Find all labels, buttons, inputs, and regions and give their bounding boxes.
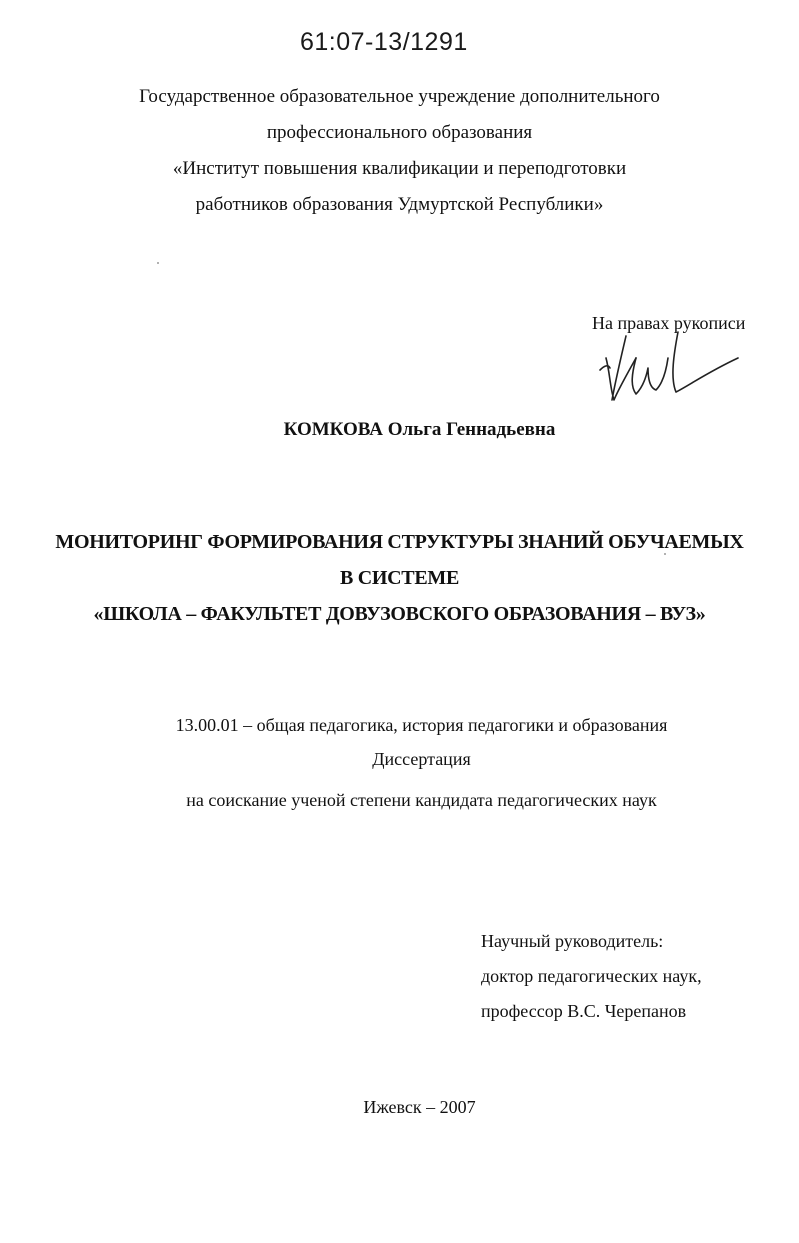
institution-block	[0, 79, 799, 223]
manuscript-note: На правах рукописи	[592, 313, 746, 333]
title-line: МОНИТОРИНГ ФОРМИРОВАНИЯ СТРУКТУРЫ ЗНАНИЙ ОБУЧАЕМЫХ	[55, 531, 744, 553]
advisor-block	[481, 924, 702, 1029]
place-and-year: Ижевск – 2007	[363, 1097, 476, 1117]
scan-speck	[664, 553, 666, 555]
dissertation-title	[0, 524, 799, 632]
advisor-name: профессор В.С. Черепанов	[481, 1001, 687, 1021]
scan-speck	[157, 262, 159, 264]
specialty-block	[0, 708, 799, 776]
specialty-code: 13.00.01 – общая педагогика, история педагогики и образования	[175, 715, 668, 735]
advisor-label: Научный руководитель:	[481, 931, 664, 951]
document-type: Диссертация	[372, 749, 471, 769]
advisor-degree: доктор педагогических наук,	[481, 966, 702, 986]
institution-line: работников образования Удмуртской Республики»	[195, 194, 604, 215]
handwritten-signature	[596, 328, 746, 408]
title-line: В СИСТЕМЕ	[340, 567, 459, 589]
author-name: КОМКОВА Ольга Геннадьевна	[283, 419, 556, 440]
degree-statement: на соискание ученой степени кандидата педагогических наук	[186, 790, 657, 810]
title-line: «ШКОЛА – ФАКУЛЬТЕТ ДОВУЗОВСКОГО ОБРАЗОВАНИЯ – ВУЗ»	[93, 603, 706, 625]
institution-line: Государственное образовательное учреждение дополнительного	[139, 86, 660, 107]
archive-stamp-number: 61:07-13/1291	[300, 28, 468, 56]
institution-line: профессионального образования	[266, 122, 533, 143]
institution-line: «Институт повышения квалификации и переподготовки	[172, 158, 627, 179]
